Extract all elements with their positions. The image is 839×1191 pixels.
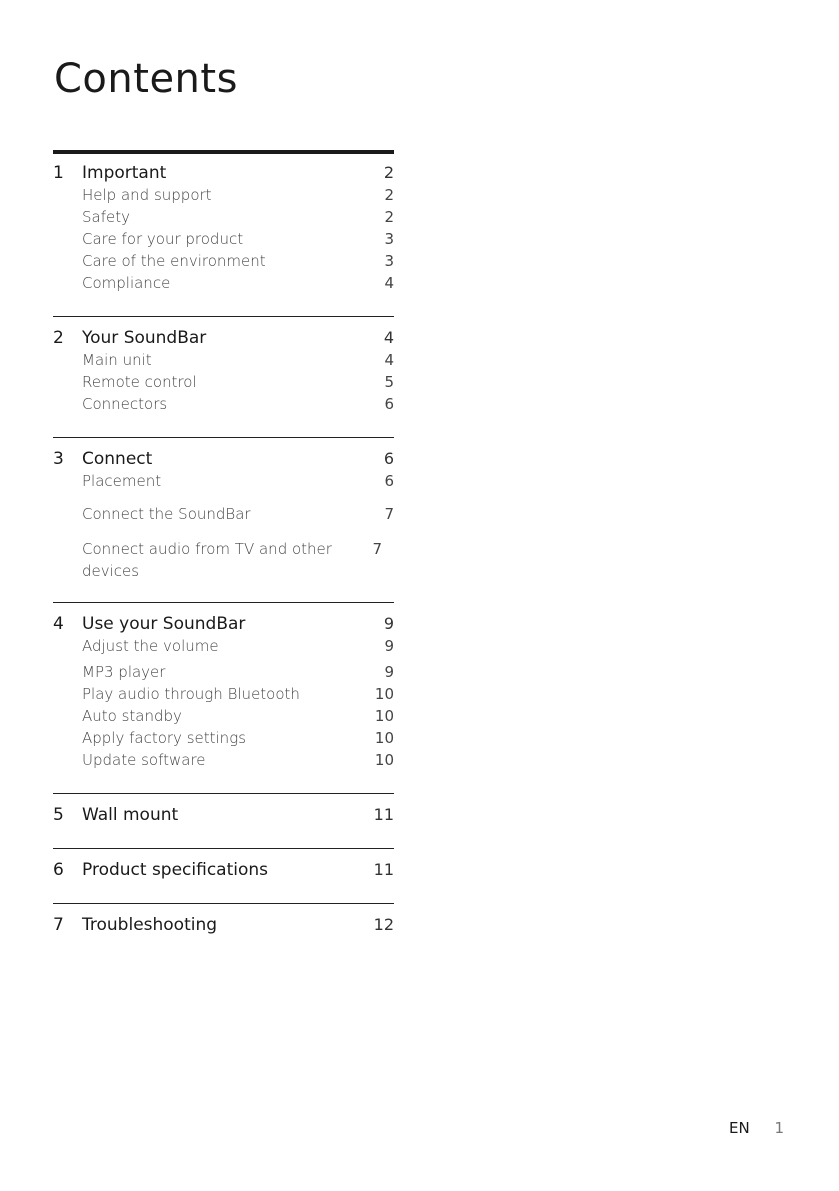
toc-entry[interactable]: Connect audio from TV and other devices 7 [82, 540, 382, 580]
toc-section-1 [53, 150, 394, 316]
toc-entry[interactable]: Adjust the volume 9 [82, 637, 394, 655]
section-number: 1 [53, 163, 64, 183]
page-footer [729, 1119, 784, 1137]
language-code: EN [729, 1119, 750, 1137]
section-number: 5 [53, 805, 64, 825]
toc-entry[interactable]: Care of the environment 3 [82, 252, 394, 270]
toc-entry[interactable]: Compliance 4 [82, 274, 394, 292]
toc-heading-row[interactable] [53, 914, 394, 936]
section-title: Product specifications [82, 860, 269, 880]
page-number: 12 [373, 915, 394, 934]
toc-section-3 [53, 437, 394, 602]
section-number: 7 [53, 915, 64, 935]
section-number: 3 [53, 449, 64, 469]
toc-heading-row[interactable] [53, 613, 394, 635]
toc-section-7 [53, 903, 394, 958]
section-title: Your SoundBar [82, 328, 207, 348]
section-title: Wall mount [82, 805, 179, 825]
toc-entry[interactable]: Auto standby 10 [82, 707, 394, 725]
toc-section-6 [53, 848, 394, 903]
toc-entry[interactable]: Care for your product 3 [82, 230, 394, 248]
section-title: Important [82, 163, 167, 183]
toc-section-2 [53, 316, 394, 437]
page-number: 4 [383, 328, 394, 347]
toc-entry[interactable]: Safety 2 [82, 208, 394, 226]
section-title: Connect [82, 449, 153, 469]
toc-section-5 [53, 793, 394, 848]
toc-heading-row[interactable] [53, 804, 394, 826]
section-number: 2 [53, 328, 64, 348]
toc-entry[interactable]: Update software 10 [82, 751, 394, 769]
toc-heading-row[interactable] [53, 327, 394, 349]
toc-heading-row[interactable] [53, 448, 394, 470]
section-number: 6 [53, 860, 64, 880]
section-title: Troubleshooting [82, 915, 218, 935]
page-number: 11 [373, 805, 394, 824]
section-number: 4 [53, 614, 64, 634]
table-of-contents [53, 150, 394, 958]
toc-entry[interactable]: MP3 player 9 [82, 663, 394, 681]
toc-entry[interactable]: Connect the SoundBar 7 [82, 505, 394, 523]
page-title: Contents [54, 56, 238, 102]
toc-section-4 [53, 602, 394, 793]
toc-heading-row[interactable] [53, 859, 394, 881]
toc-entry[interactable]: Main unit 4 [82, 351, 394, 369]
toc-entry[interactable]: Apply factory settings 10 [82, 729, 394, 747]
toc-entry[interactable]: Play audio through Bluetooth 10 [82, 685, 394, 703]
page-number: 9 [383, 614, 394, 633]
footer-page-number: 1 [774, 1119, 785, 1137]
toc-entry[interactable]: Help and support 2 [82, 186, 394, 204]
toc-entry[interactable]: Remote control 5 [82, 373, 394, 391]
toc-entry[interactable]: Placement 6 [82, 472, 394, 490]
page-number: 6 [383, 449, 394, 468]
toc-heading-row[interactable] [53, 162, 394, 184]
toc-entry[interactable]: Connectors 6 [82, 395, 394, 413]
page-number: 2 [383, 163, 394, 182]
section-title: Use your SoundBar [82, 614, 246, 634]
page-number: 11 [373, 860, 394, 879]
